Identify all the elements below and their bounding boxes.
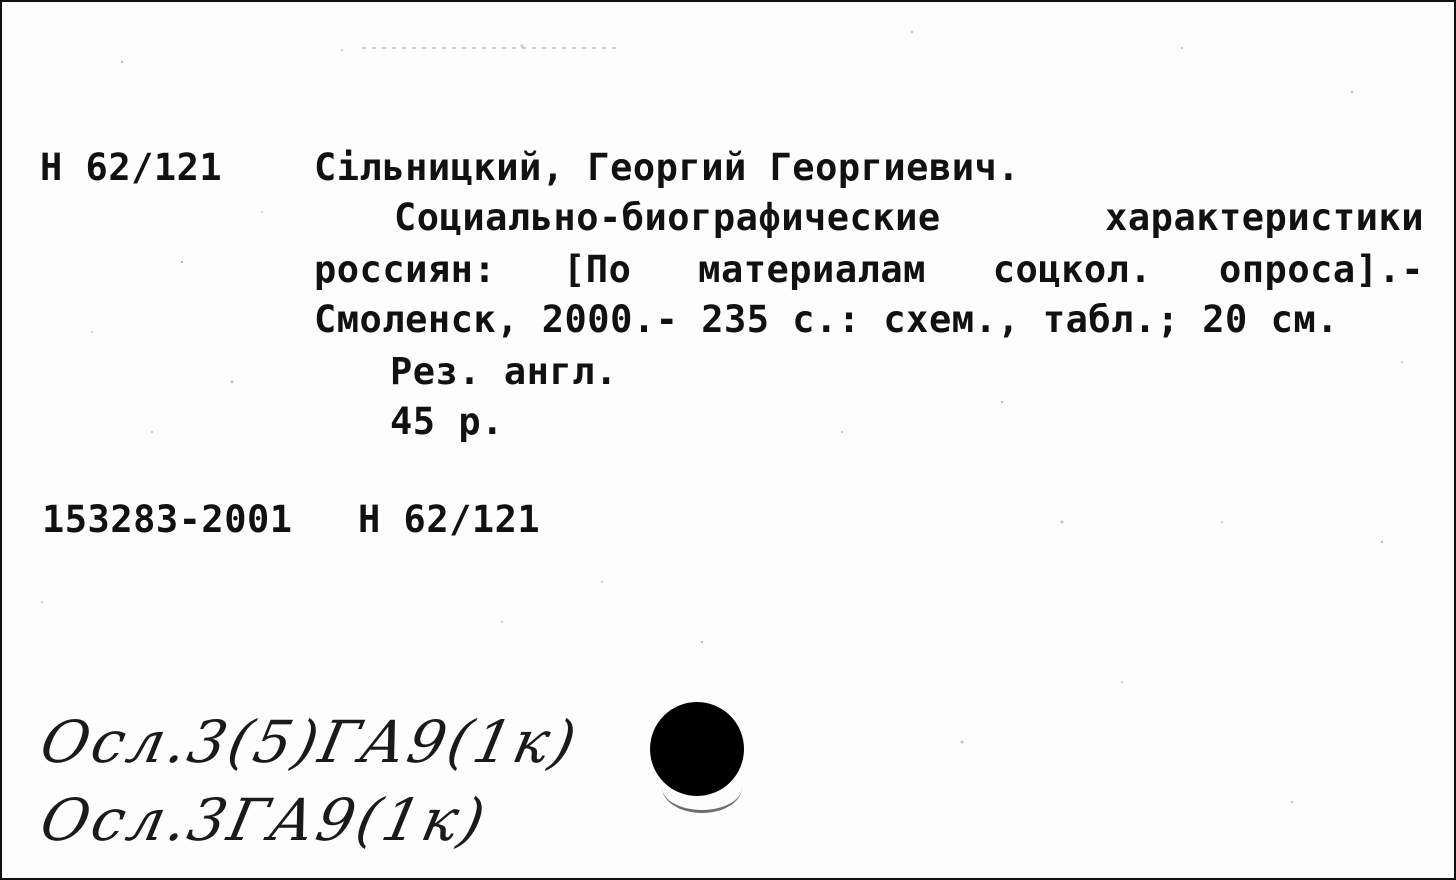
call-number-repeat: Н 62/121 <box>358 498 541 541</box>
handwritten-code-line-2: Осл.3ГА9(1к) <box>34 786 494 854</box>
title-line-2 <box>314 248 1424 292</box>
title-word-d: соцкол. <box>992 248 1153 291</box>
accession-number: 153283-2001 <box>42 498 293 541</box>
title-word-a: россиян: <box>314 248 497 291</box>
title-word-c: материалам <box>698 248 926 291</box>
title-word-b: [По <box>563 248 632 291</box>
imprint-line: Смоленск, 2000.- 235 с.: схем., табл.; 20 см. <box>314 298 1339 341</box>
punch-hole <box>650 702 744 796</box>
title-line-1-left: Социально-биографические <box>394 196 941 239</box>
handwritten-code-line-1: Осл.3(5)ГА9(1к) <box>34 708 585 776</box>
author-heading: Сiльницкий, Георгий Георгиевич. <box>314 146 1021 189</box>
title-line-1-right: характеристики <box>1105 196 1424 239</box>
price: 45 р. <box>390 400 504 443</box>
title-line-1 <box>394 196 1424 240</box>
call-number: Н 62/121 <box>40 146 223 189</box>
summary-note: Рез. англ. <box>390 350 618 393</box>
title-word-e: опроса].- <box>1219 248 1424 291</box>
